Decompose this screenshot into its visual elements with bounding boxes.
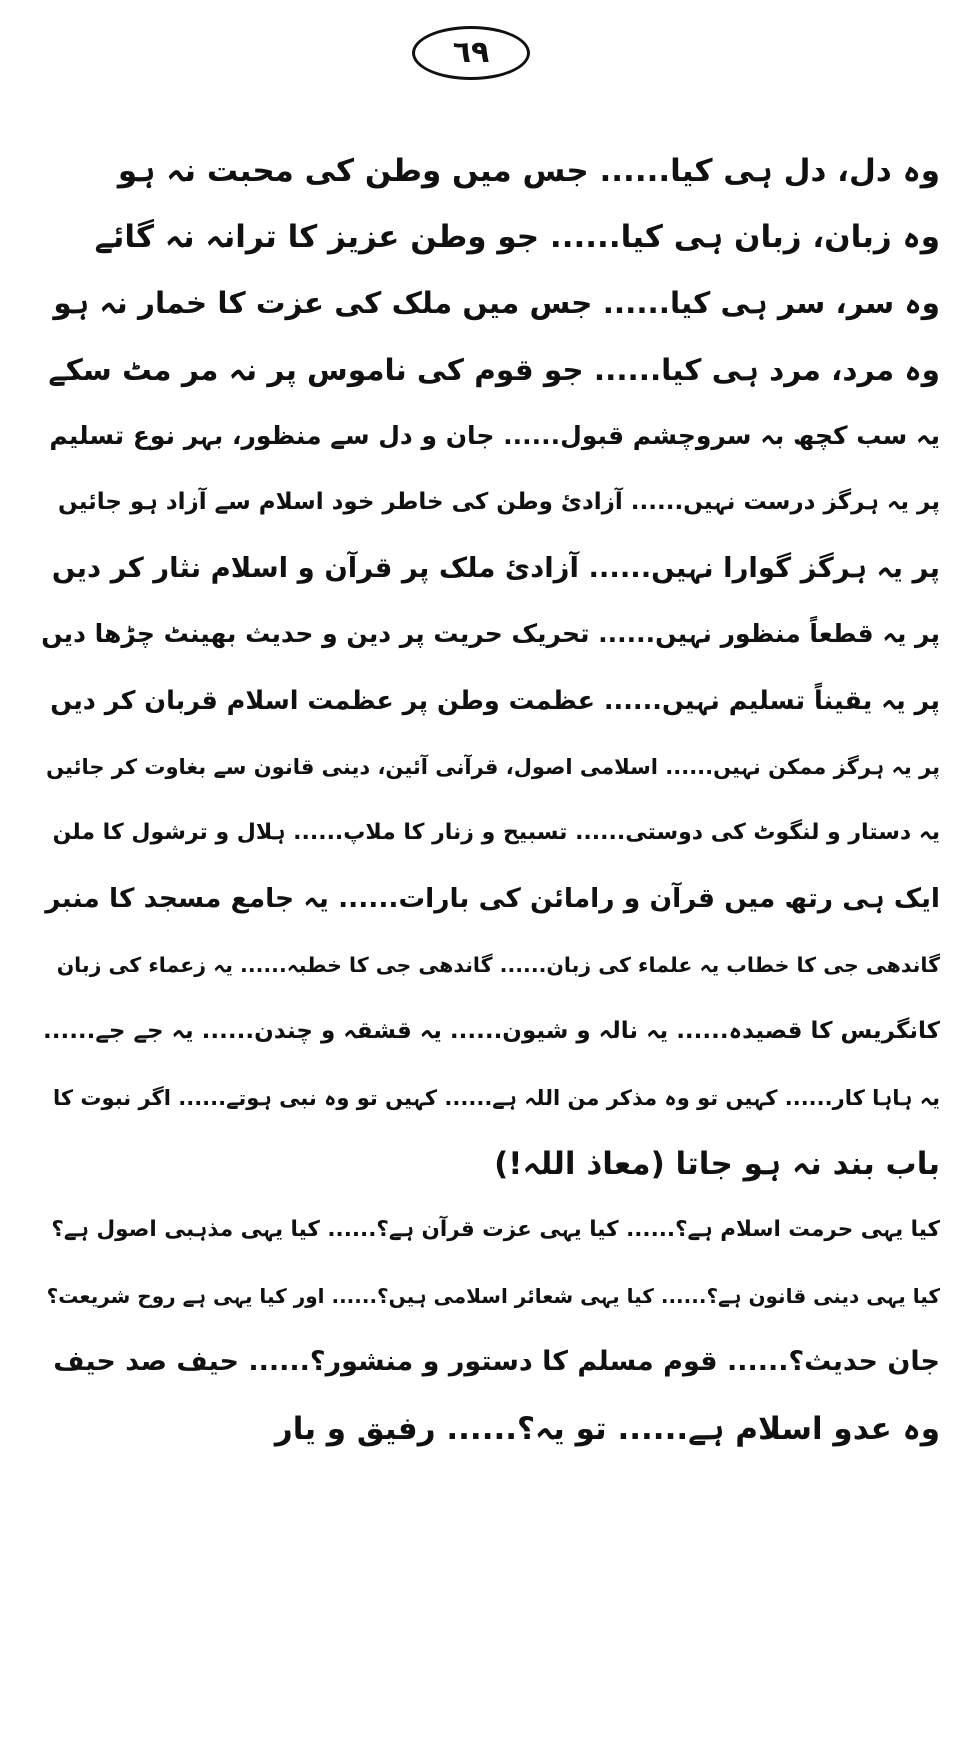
urdu-prose-body xyxy=(40,138,940,1462)
text-line: کیا یہی حرمت اسلام ہے؟...... کیا یہی عزت قرآن ہے؟...... کیا یہی مذہبی اصول ہے؟ xyxy=(51,1217,940,1242)
text-line: جان حدیث؟...... قوم مسلم کا دستور و منشور؟...... حیف صد حیف xyxy=(53,1346,940,1378)
text-line: پر یہ ہرگز ممکن نہیں...... اسلامی اصول، قرآنی آئین، دینی قانون سے بغاوت کر جائیں xyxy=(46,754,940,779)
text-line: کیا یہی دینی قانون ہے؟...... کیا یہی شعائر اسلامی ہیں؟...... اور کیا یہی ہے روح شریعت؟ xyxy=(46,1284,940,1309)
text-line: پر یہ ہرگز گوارا نہیں...... آزادئ ملک پر قرآن و اسلام نثار کر دیں xyxy=(51,552,940,585)
text-line: کانگریس کا قصیدہ...... یہ نالہ و شیون...... یہ قشقہ و چندن...... یہ جے جے...... xyxy=(42,1018,940,1045)
text-line: وہ دل، دل ہی کیا...... جس میں وطن کی محبت نہ ہو xyxy=(117,153,940,189)
text-line: باب بند نہ ہو جاتا (معاذ اللہ!) xyxy=(494,1145,940,1182)
text-line: وہ عدو اسلام ہے...... تو یہ؟...... رفیق و یار xyxy=(274,1410,940,1447)
text-line: پر یہ قطعاً منظور نہیں...... تحریک حریت پر دین و حدیث بھینٹ چڑھا دیں xyxy=(41,619,940,649)
page-number: ٦٩ xyxy=(412,26,530,80)
text-line: یہ سب کچھ بہ سروچشم قبول...... جان و دل سے منظور، بہر نوع تسلیم xyxy=(49,420,940,450)
text-line: پر یہ یقیناً تسلیم نہیں...... عظمت وطن پر عظمت اسلام قربان کر دیں xyxy=(50,685,940,716)
text-line: گاندھی جی کا خطاب یہ علماء کی زبان...... گاندھی جی کا خطبہ...... یہ زعماء کی زبان xyxy=(56,953,940,978)
text-line: وہ سر، سر ہی کیا...... جس میں ملک کی عزت کا خمار نہ ہو xyxy=(53,286,940,321)
text-line: پر یہ ہرگز درست نہیں...... آزادئ وطن کی خاطر خود اسلام سے آزاد ہو جائیں xyxy=(58,488,940,515)
text-line: یہ ہاہا کار...... کہیں تو وہ مذکر من اللہ ہے...... کہیں تو وہ نبی ہوتے...... اگر نبوت کا xyxy=(53,1085,940,1110)
text-line: وہ مرد، مرد ہی کیا...... جو قوم کی ناموس پر نہ مر مٹ سکے xyxy=(48,352,940,387)
text-line: یہ دستار و لنگوٹ کی دوستی...... تسبیح و زنار کا ملاپ...... ہلال و ترشول کا ملن xyxy=(52,819,940,845)
text-line: ایک ہی رتھ میں قرآن و رامائن کی بارات...... یہ جامع مسجد کا منبر xyxy=(45,883,940,915)
text-line: وہ زبان، زبان ہی کیا...... جو وطن عزیز کا ترانہ نہ گائے xyxy=(94,219,940,256)
